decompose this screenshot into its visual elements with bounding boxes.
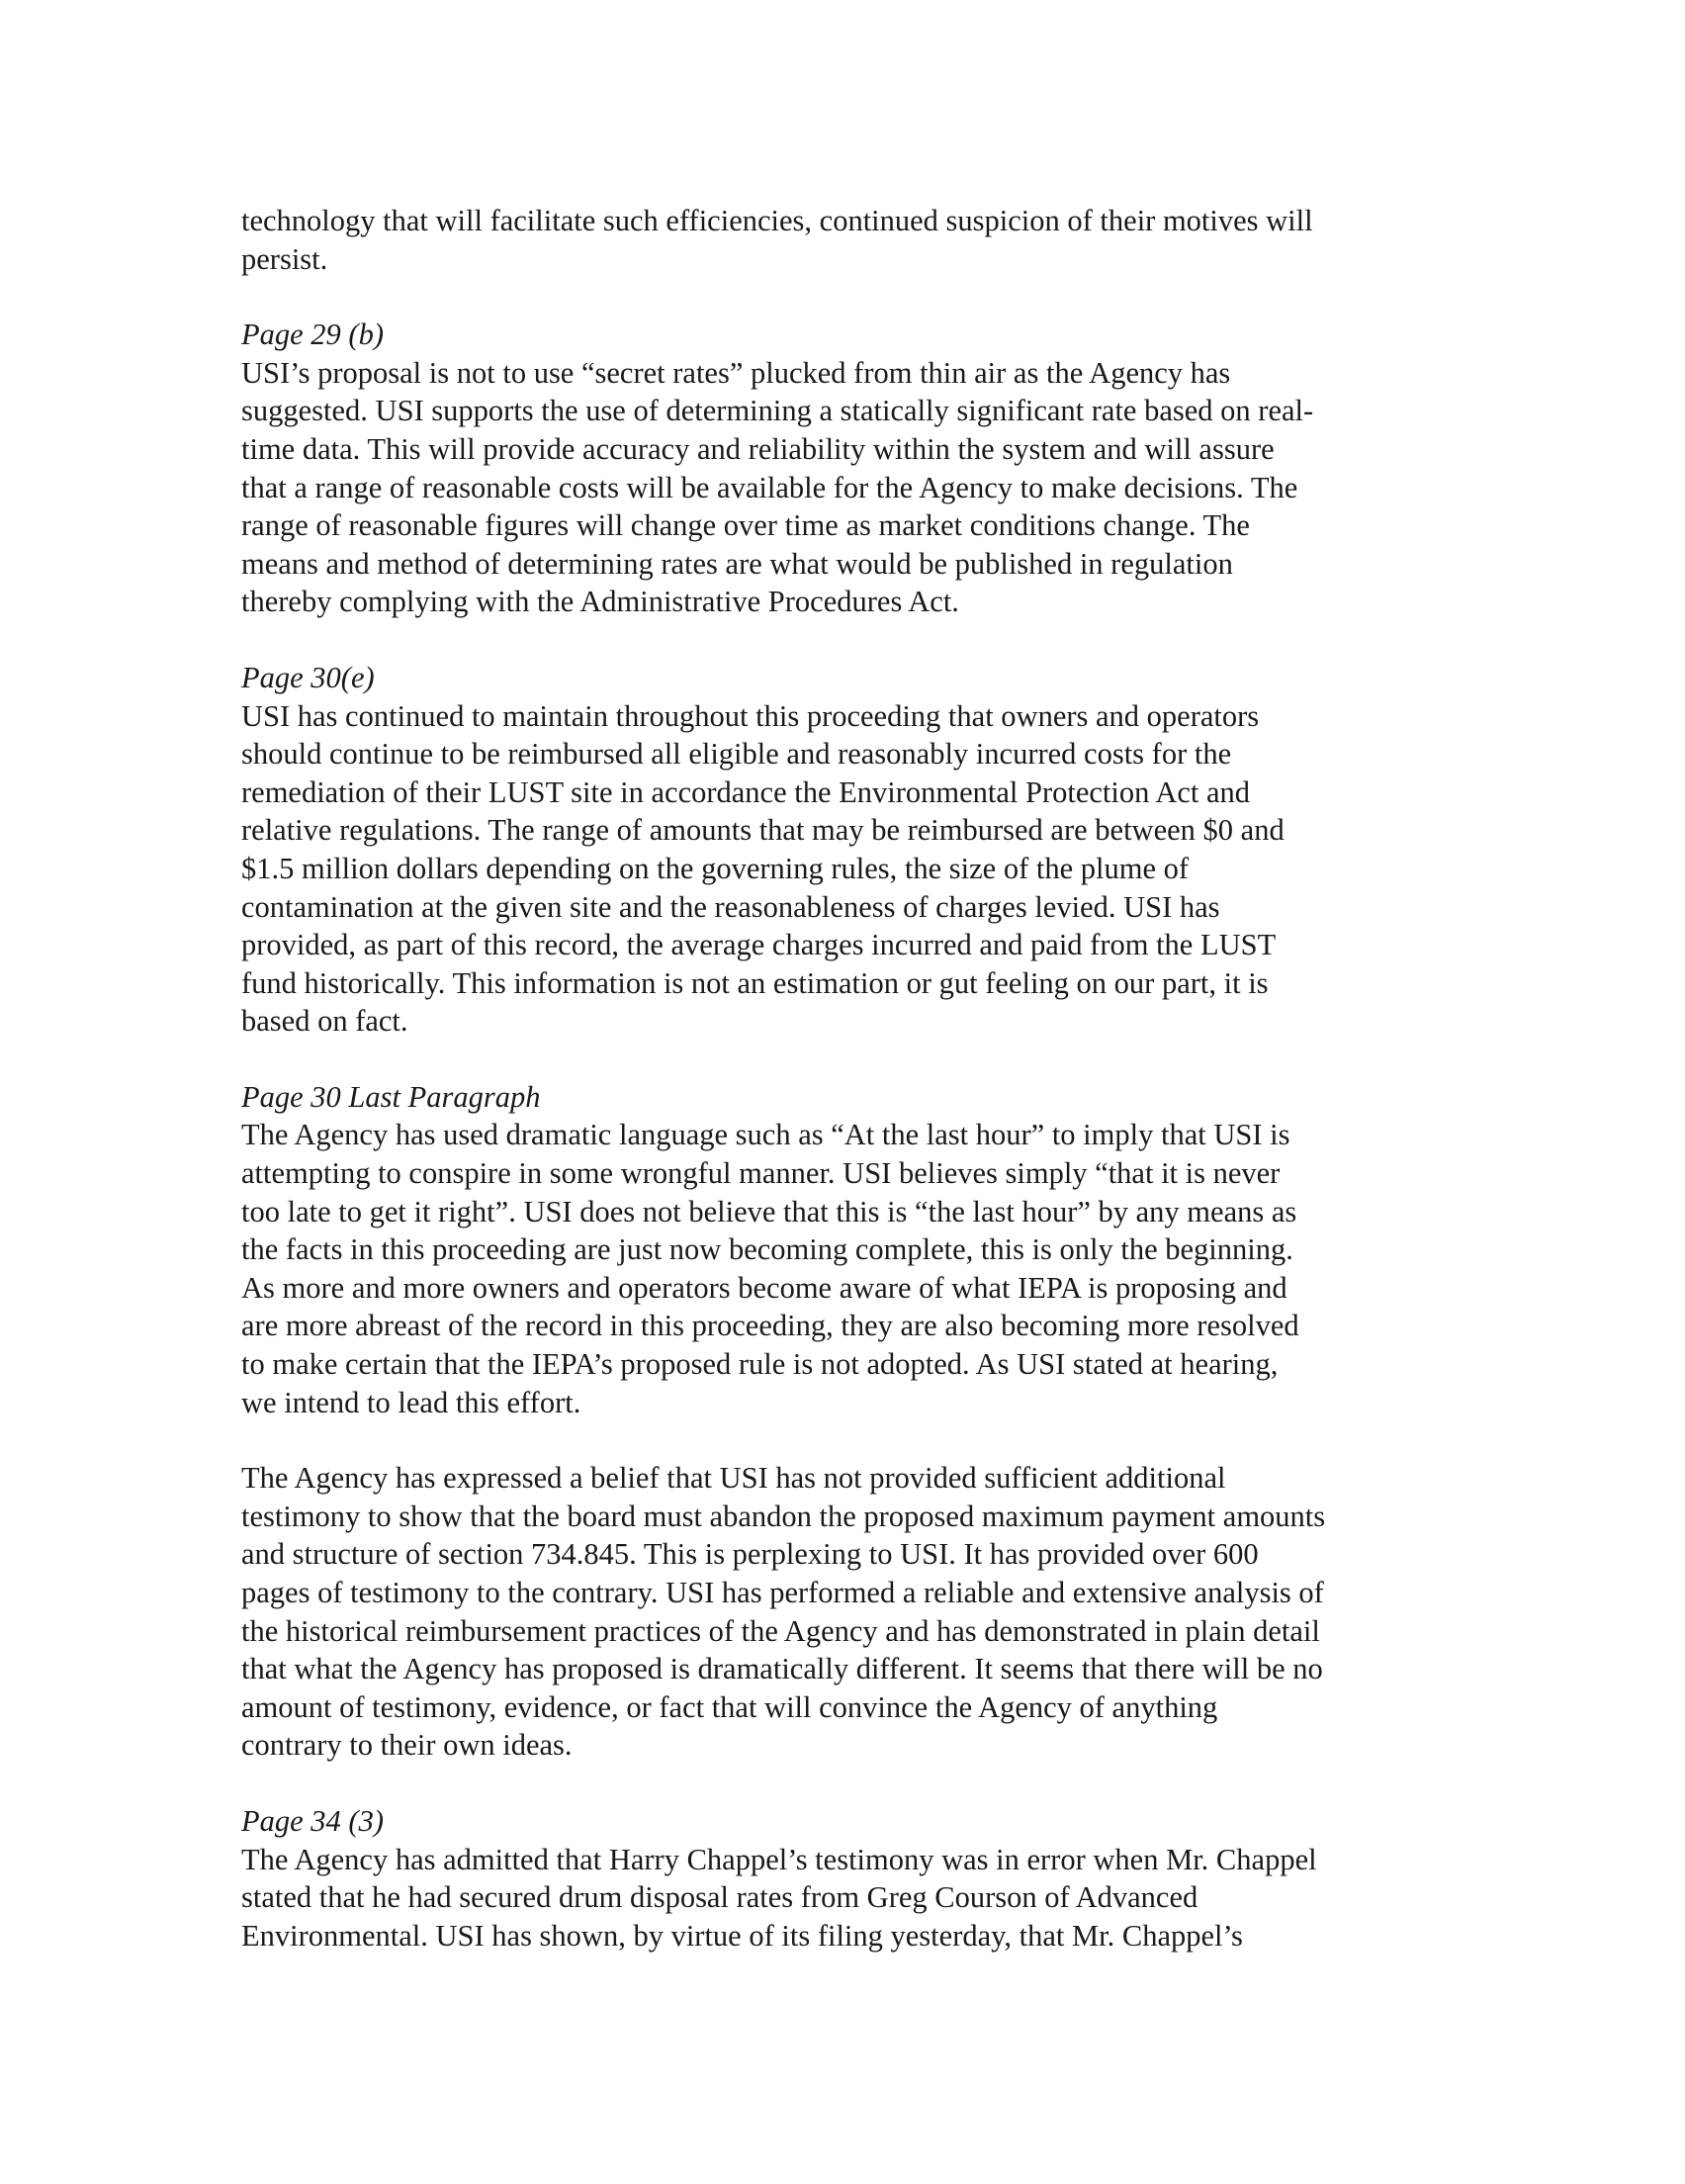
section-paragraph: The Agency has used dramatic language such as “At the last hour” to imply that USI is attempting to conspire in some wrongful manner. USI believes simply “that it is never too late to get it right”. USI does not believe that this is “the last hour” by any means as the facts in this proceeding are just now becoming complete, this is only the beginning. As more and more owners and operators become aware of what IEPA is proposing and are more abreast of the record in this proceeding, they are also becoming more resolved to make certain that the IEPA’s proposed rule is not adopted. As USI stated at hearing, we intend to lead this effort.: [241, 1118, 1299, 1419]
section-paragraph: The Agency has admitted that Harry Chappel’s testimony was in error when Mr. Chappel stated that he had secured drum disposal rates from Greg Courson of Advanced Environmental. USI has shown, by virtue of its filing yesterday, that Mr. Chappel’s: [241, 1842, 1317, 1953]
section-heading: Page 30 Last Paragraph: [241, 1079, 541, 1114]
section-heading: Page 30(e): [241, 660, 375, 694]
section-paragraph: The Agency has expressed a belief that USI has not provided sufficient additional testimony to show that the board must abandon the proposed maximum payment amounts and structure of section 734.845. This is perplexing to USI. It has provided over 600 pages of testimony to the contrary. USI has performed a reliable and extensive analysis of the historical reimbursement practices of the Agency and has demonstrated in plain detail that what the Agency has proposed is dramatically different. It seems that there will be no amount of testimony, evidence, or fact that will convince the Agency of anything contrary to their own ideas.: [241, 1461, 1326, 1763]
section-heading: Page 34 (3): [241, 1803, 384, 1838]
section-page-30-last-paragraph: [241, 1078, 1444, 1765]
section-paragraph: USI has continued to maintain throughout this proceeding that owners and operators should continue to be reimbursed all eligible and reasonably incurred costs for the remediation of their LUST site in accordance the Environmental Protection Act and relative regulations. The range of amounts that may be reimbursed are between $0 and $1.5 million dollars depending on the governing rules, the size of the plume of contamination at the given site and the reasonableness of charges levied. USI has provided, as part of this record, the average charges incurred and paid from the LUST fund historically. This information is not an estimation or gut feeling on our part, it is based on fact.: [241, 698, 1285, 1039]
intro-paragraph: technology that will facilitate such efficiencies, continued suspicion of their motives will persist.: [241, 204, 1313, 276]
section-page-30-e: [241, 659, 1444, 1041]
section-page-34-3: [241, 1802, 1444, 1955]
section-heading: Page 29 (b): [241, 318, 384, 352]
section-page-29-b: [241, 316, 1444, 621]
document-page: [241, 202, 1444, 1955]
section-paragraph: USI’s proposal is not to use “secret rates” plucked from thin air as the Agency has suggested. USI supports the use of determining a statically significant rate based on real- time data. This will provide accuracy and reliability within the system and will assure that a range of reasonable costs will be available for the Agency to make decisions. The range of reasonable figures will change over time as market conditions change. The means and method of determining rates are what would be published in regulation thereby complying with the Administrative Procedures Act.: [241, 355, 1314, 619]
